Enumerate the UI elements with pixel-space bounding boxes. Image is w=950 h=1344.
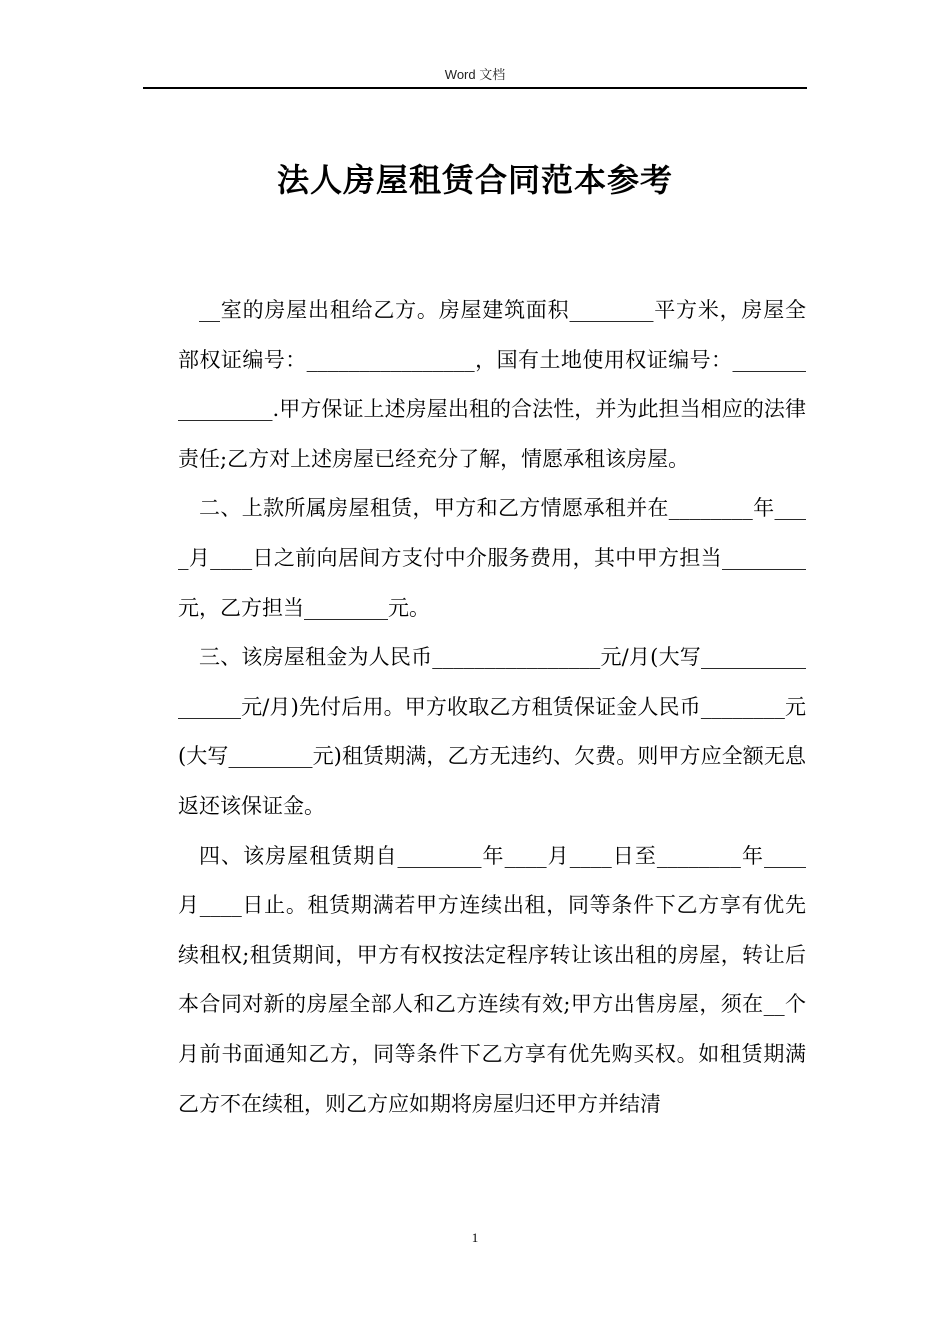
paragraph-property-description: __室的房屋出租给乙方。房屋建筑面积________平方米，房屋全部权证编号：________________，国有土地使用权证编号：________________.甲方保证上述房屋出租的合法性，并为此担当相应的法律责任;乙方对上述房屋已经充分了解，情愿承租该房屋。: [178, 298, 806, 471]
paragraph-rent-deposit: 三、该房屋租金为人民币________________元/月(大写________________元/月)先付后用。甲方收取乙方租赁保证金人民币________元(大写________元)租赁期满，乙方无违约、欠费。则甲方应全额无息返还该保证金。: [178, 645, 806, 818]
document-title: 法人房屋租赁合同范本参考: [276, 161, 673, 199]
page-number: 1: [471, 1230, 479, 1245]
page-header: Word 文档: [444, 67, 506, 82]
document-body: [178, 286, 806, 1129]
paragraph-service-fee: 二、上款所属房屋租赁，甲方和乙方情愿承租并在________年____月____日之前向居间方支付中介服务费用，其中甲方担当________元，乙方担当________元。: [178, 496, 806, 620]
header-rule: [143, 87, 807, 89]
paragraph-lease-term: 四、该房屋租赁期自________年____月____日至________年____月____日止。租赁期满若甲方连续出租，同等条件下乙方享有优先续租权;租赁期间，甲方有权按法定程序转让该出租的房屋，转让后本合同对新的房屋全部人和乙方连续有效;甲方出售房屋，须在__个月前书面通知乙方，同等条件下乙方享有优先购买权。如租赁期满乙方不在续租，则乙方应如期将房屋归还甲方并结清: [178, 843, 806, 1116]
